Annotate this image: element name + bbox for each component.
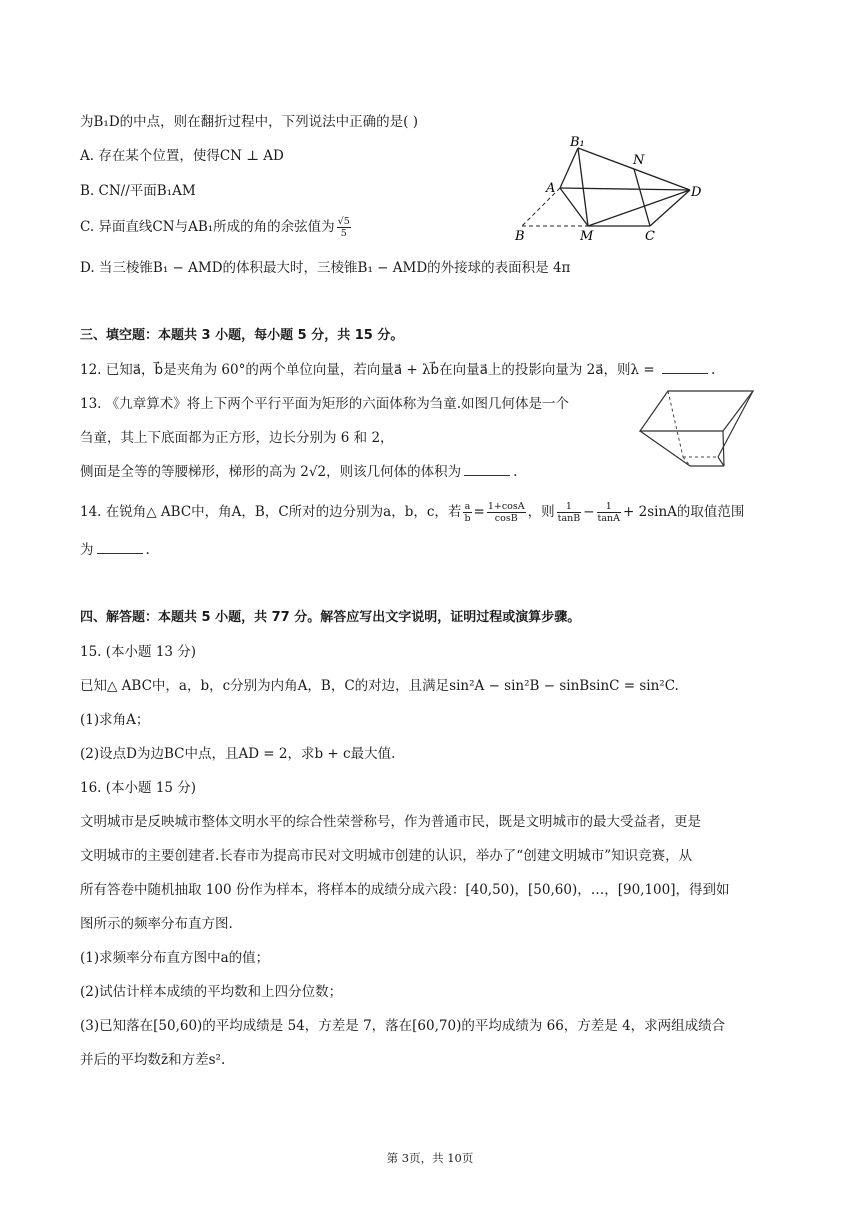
q13-end: . <box>513 464 518 480</box>
q16-line-2: 文明城市的主要创建者.长春市为提高市民对文明城市创建的认识，举办了“创建文明城市”知识竞赛，从 <box>80 848 693 864</box>
q14-line-2-text: 为 <box>80 542 94 558</box>
edge-AB1 <box>560 148 578 188</box>
q13-line-3 <box>80 462 517 482</box>
q15-stem: 已知△ ABC中，a，b，c分别为内角A，B，C的对边，且满足sin²A − sin²B − sinBsinC = sin²C. <box>80 678 679 694</box>
label-A: A <box>546 181 556 196</box>
minus-sign: − <box>583 504 595 520</box>
q16-line-1: 文明城市是反映城市整体文明水平的综合性荣誉称号，作为普通市民，既是文明城市的最大受益者，更是 <box>80 814 701 830</box>
edge-MD <box>588 190 690 226</box>
q15-title: 15. (本小题 13 分) <box>80 644 197 660</box>
q13-line-2: 刍童，其上下底面都为正方形，边长分别为 6 和 2， <box>80 430 394 446</box>
edge-CD <box>650 190 690 226</box>
fraction-numerator: a <box>464 501 471 512</box>
q16-title: 16. (本小题 15 分) <box>80 780 197 796</box>
fraction-numerator: √5 <box>337 216 350 227</box>
q16-part-1: (1)求频率分布直方图中a的值； <box>80 950 270 966</box>
label-B: B <box>515 229 525 244</box>
equals-sign: = <box>473 504 485 520</box>
q14-line-1 <box>80 498 744 526</box>
fraction-denominator: cosB <box>494 513 518 524</box>
q15-part-1: (1)求角A； <box>80 712 150 728</box>
hidden-edge <box>668 391 683 457</box>
edge <box>640 431 690 466</box>
q14-line-2 <box>80 540 150 560</box>
fraction-one-over-tanA <box>597 501 621 524</box>
label-B1: B₁ <box>570 135 585 150</box>
fraction-numerator: 1+cosA <box>487 501 525 512</box>
q11-option-b: B. CN//平面B₁AM <box>80 183 196 199</box>
fraction-cos <box>487 501 526 524</box>
section-4-heading: 四、解答题：本题共 5 小题，共 77 分。解答应写出文字说明，证明过程或演算步骤。 <box>80 610 581 625</box>
fraction-denominator: b <box>464 513 471 524</box>
fraction-numerator: 1 <box>557 501 582 513</box>
q15-part-2: (2)设点D为边BC中点，且AD = 2，求b + c最大值. <box>80 746 396 762</box>
answer-blank <box>464 463 510 476</box>
q14-mid: ，则 <box>527 504 555 520</box>
q11-figure <box>510 130 710 245</box>
fraction-denominator: tanB <box>557 513 581 524</box>
q16-part-4: 并后的平均数z̄和方差s². <box>80 1052 226 1068</box>
edge-AD <box>560 188 690 190</box>
q12-end: . <box>711 362 716 378</box>
q16-line-3: 所有答卷中随机抽取 100 份作为样本，将样本的成绩分成六段：[40,50)，[50,60)，…，[90,100]，得到如 <box>80 882 730 898</box>
label-N: N <box>633 153 645 168</box>
label-D: D <box>691 185 702 200</box>
q16-part-2: (2)试估计样本成绩的平均数和上四分位数； <box>80 984 343 1000</box>
fraction-denominator: 5 <box>340 228 347 239</box>
q11-option-c <box>80 216 353 239</box>
fraction-numerator: 1 <box>597 501 621 513</box>
label-M: M <box>580 229 594 244</box>
page-footer: 第 3页，共 10页 <box>386 1151 474 1165</box>
q13-line-1: 13. 《九章算术》将上下两个平行平面为矩形的六面体称为刍童.如图几何体是一个 <box>80 396 570 412</box>
edge-NC <box>634 169 650 226</box>
fraction-denominator: tanA <box>597 513 620 524</box>
q14-pre: 14. 在锐角△ ABC中，角A，B，C所对的边分别为a，b，c，若 <box>80 504 462 520</box>
q13-figure <box>638 385 758 475</box>
q14-end: . <box>145 542 150 558</box>
q14-post: + 2sinA的取值范围 <box>623 504 745 520</box>
fraction-one-over-tanB <box>557 501 582 524</box>
q11-option-a: A. 存在某个位置，使得CN ⊥ AD <box>80 148 284 164</box>
q12 <box>80 360 715 380</box>
q11-stem-tail: 为B₁D的中点，则在翻折过程中，下列说法中正确的是( ) <box>80 114 418 130</box>
q11-option-c-text: C. 异面直线CN与AB₁所成的角的余弦值为 <box>80 219 335 235</box>
edge <box>718 391 753 457</box>
answer-blank <box>662 361 708 374</box>
section-3-heading: 三、填空题：本题共 3 小题，每小题 5 分，共 15 分。 <box>80 328 404 343</box>
edge <box>718 457 724 466</box>
q16-line-4: 图所示的频率分布直方图. <box>80 916 233 932</box>
label-C: C <box>645 229 655 244</box>
q13-line-3-text: 侧面是全等的等腰梯形，梯形的高为 2√2，则该几何体的体积为 <box>80 464 462 480</box>
q12-text: 12. 已知a⃗，b⃗是夹角为 60°的两个单位向量，若向量a⃗ + λb⃗在向量a⃗上的投影向量为 2a⃗，则λ = <box>80 362 659 378</box>
q16-part-3: (3)已知落在[50,60)的平均成绩是 54，方差是 7，落在[60,70)的平均成绩为 66，方差是 4，求两组成绩合 <box>80 1018 726 1034</box>
fraction-a-over-b <box>463 501 471 524</box>
top-face <box>640 391 753 431</box>
answer-blank <box>97 541 143 554</box>
q11-option-d: D. 当三棱锥B₁ − AMD的体积最大时，三棱锥B₁ − AMD的外接球的表面积是 4π <box>80 260 571 276</box>
q11-option-c-fraction <box>337 216 351 239</box>
